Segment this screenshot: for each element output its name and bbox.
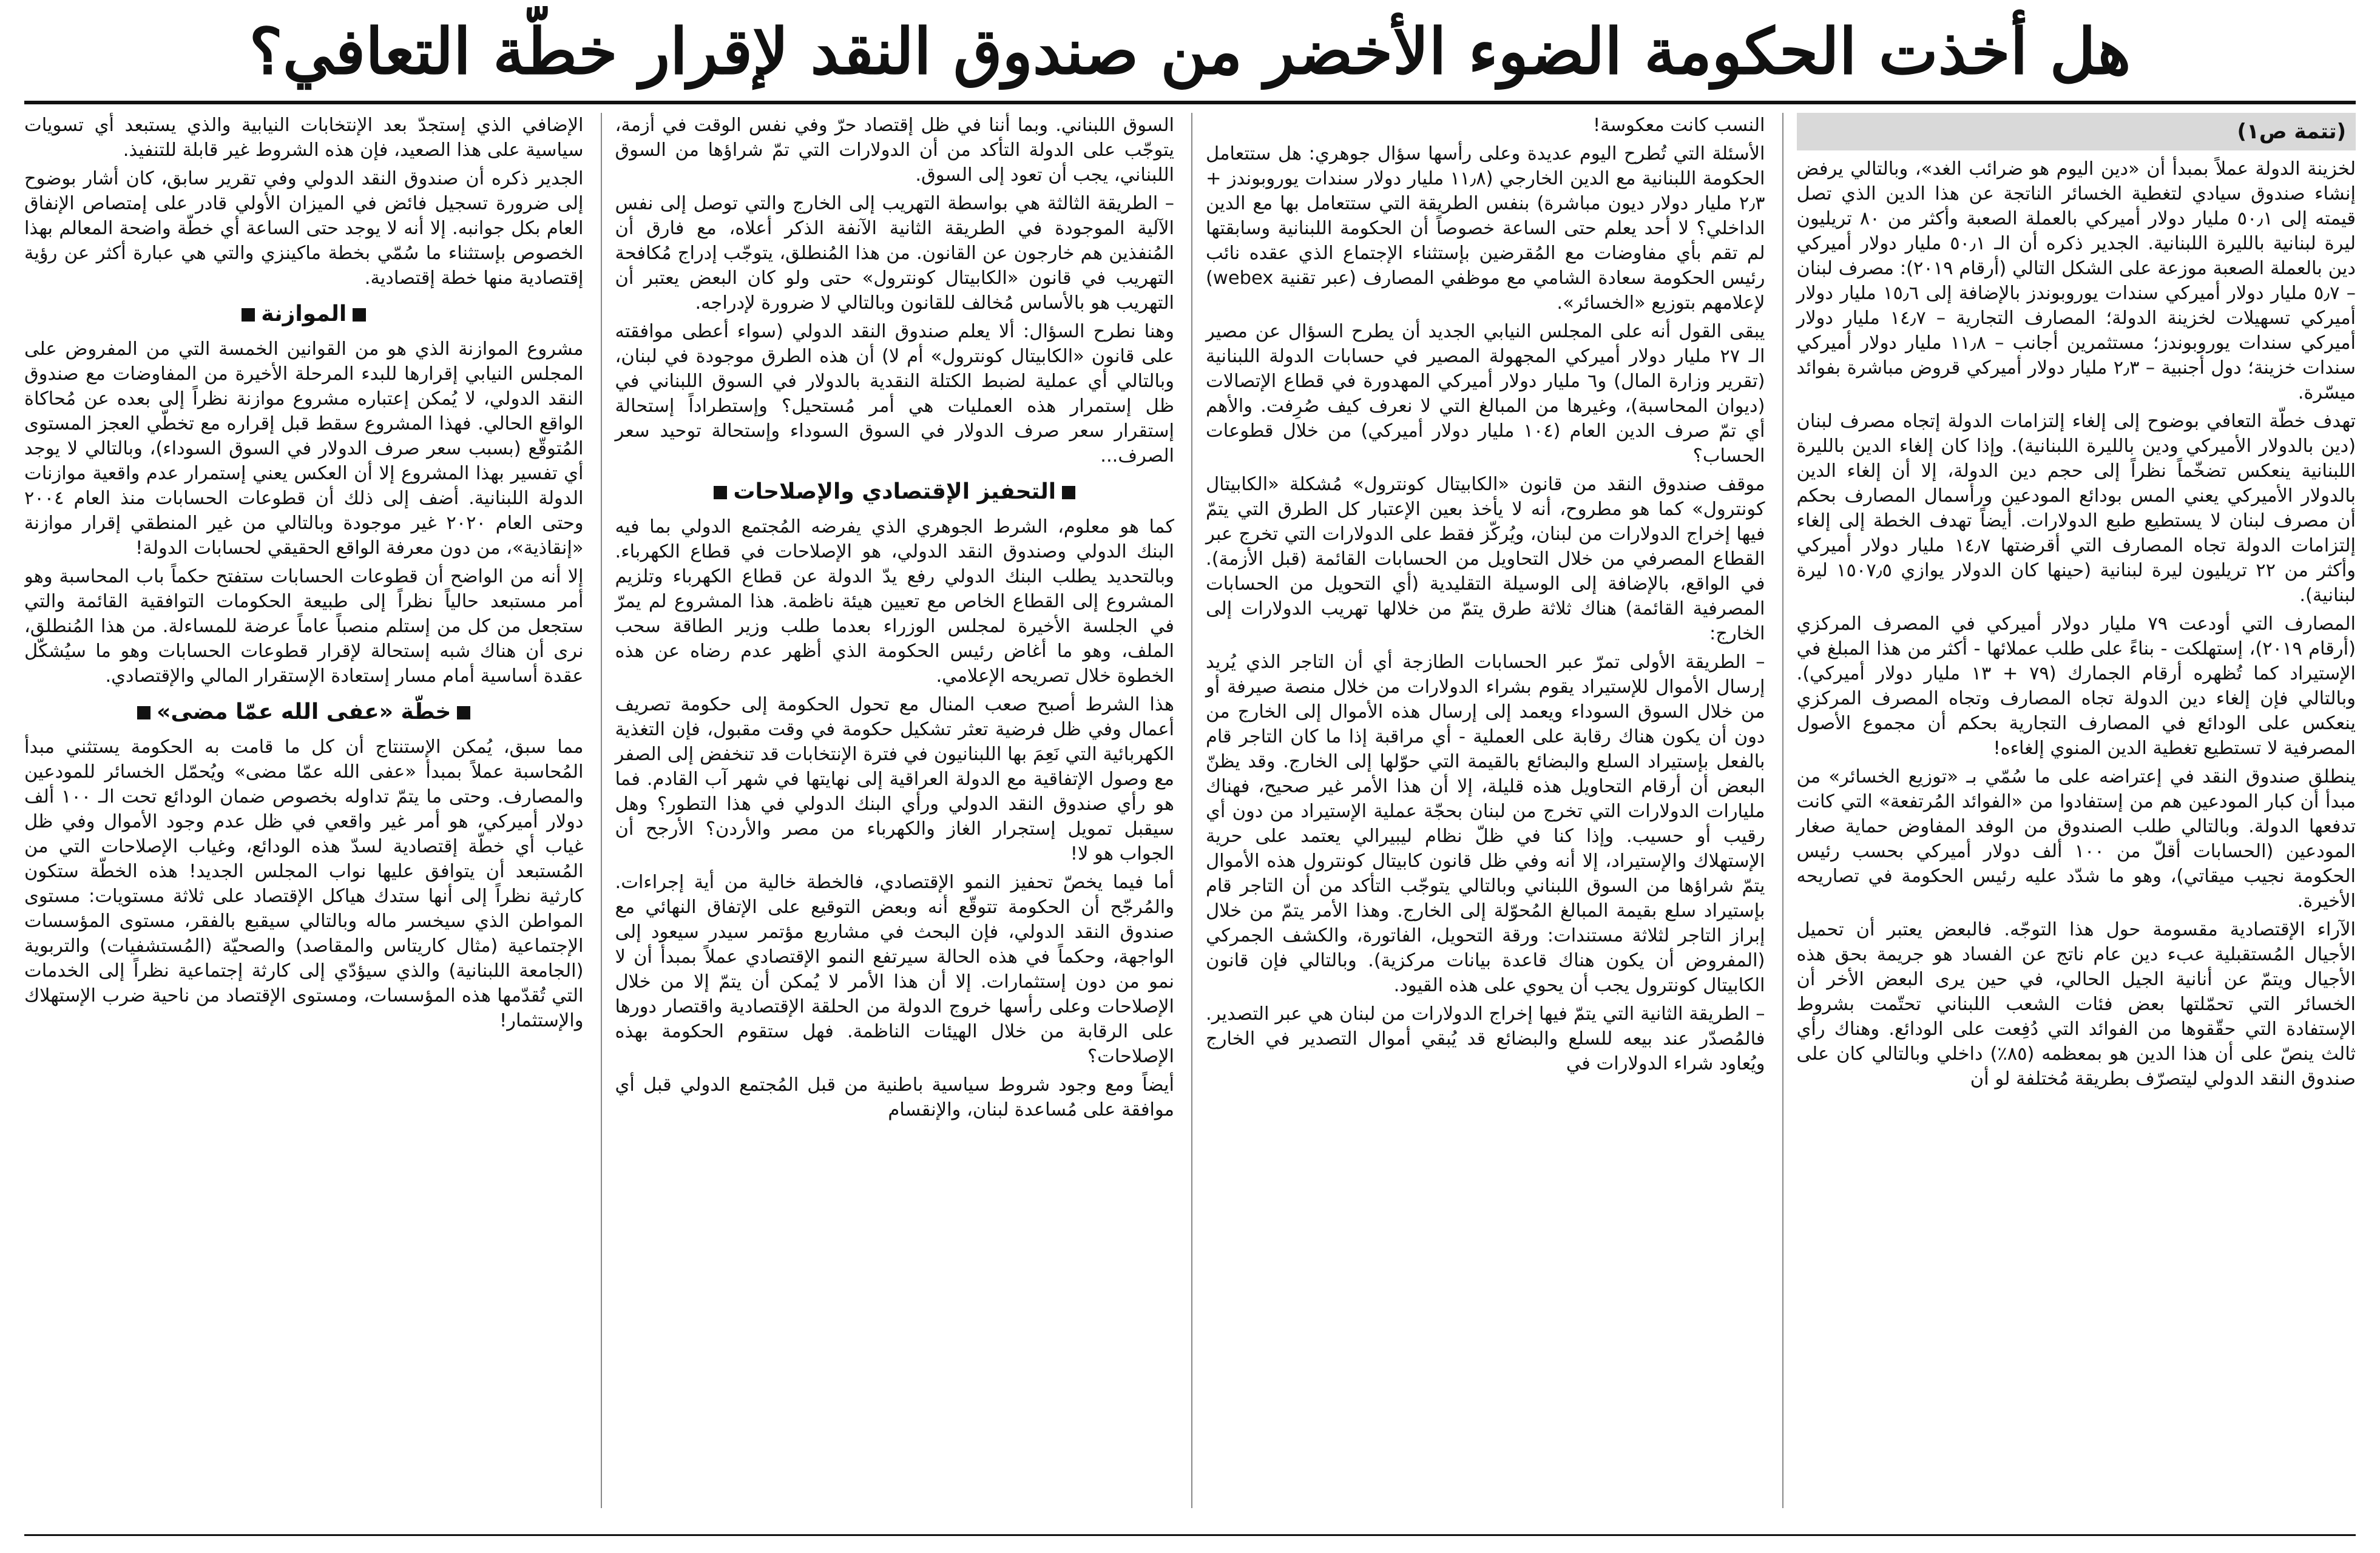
- article-column-1: [1782, 113, 2356, 1508]
- paragraph: الأسئلة التي تُطرح اليوم عديدة وعلى رأسها سؤال جوهري: هل ستتعامل الحكومة اللبنانية مع الدين الخارجي (١١٫٨ مليار دولار سندات يوروبوندز + ٢٫٣ مليار دولار ديون مباشرة) بنفس الطريقة التي ستتعامل بها مع الدين الداخلي؟ لا أحد يعلم حتى الساعة خصوصاً أن الحكومة اللبنانية وسابقتها لم تقم بأي مفاوضات مع المُقرضين بإستثناء الإجتماع الذي عقده نائب رئيس الحكومة سعادة الشامي مع موظفي المصارف (عبر تقنية webex) لإعلامهم بتوزيع «الخسائر».: [1206, 143, 1765, 314]
- paragraph: ينطلق صندوق النقد في إعتراضه على ما سُمّي بـ «توزيع الخسائر» من مبدأ أن كبار المودعين هم من إستفادوا من «الفوائد المُرتفعة» التي كانت تدفعها الدولة. وبالتالي طلب الصندوق من الوفد المفاوض حماية صغار المودعين (الحسابات أقلّ من ١٠٠ ألف دولار أميركي بحسب رئيس الحكومة نجيب ميقاتي)، وهو ما شدّد عليه رئيس الحكومة في تصاريحه الأخيرة.: [1796, 766, 2356, 912]
- bottom-rule: [24, 1534, 2356, 1536]
- square-bullet-icon: [457, 706, 470, 719]
- paragraph: – الطريقة الثالثة هي بواسطة التهريب إلى الخارج والتي توصل إلى نفس الآلية الموجودة في الطريقة الثانية الآنفة الذكر أعلاه، مع فارق أن المُنفذين هم خارجون عن القانون. من هذا المُنطلق، يتوجّب إدراج مُكافحة التهريب في قانون «الكابيتال كونترول» حتى ولو كان البعض يعتبر أن التهريب هو بالأساس مُخالف للقانون وبالتالي لا ضرورة لإدراجه.: [615, 193, 1174, 314]
- paragraph: وهنا نطرح السؤال: ألا يعلم صندوق النقد الدولي (سواء أعطى موافقته على قانون «الكابيتال كونترول» أم لا) أن هذه الطرق موجودة في لبنان، وبالتالي أي عملية لضبط الكتلة النقدية بالدولار في السوق اللبناني في ظل إستمرار هذه العمليات هي أمر مُستحيل؟ وإستطراداً إستحالة إستقرار سعر صرف الدولار في السوق السوداء وإستحالة توحيد سعر الصرف...: [615, 321, 1174, 467]
- paragraph: الآراء الإقتصادية مقسومة حول هذا التوجّه. فالبعض يعتبر أن تحميل الأجيال المُستقبلية عبء دين عام ناتج عن الفساد هو جريمة بحق هذه الأجيال ويتمّ عن أنانية الجيل الحالي، في حين يرى البعض الأخر أن الخسائر التي تحمّلتها بعض فئات الشعب اللبناني تحتّمت بشروط الإستفادة التي حقّقوها من الفوائد التي دُفِعت على الودائع. وهناك رأي ثالث ينصّ على أن هذا الدين هو بمعظمه (٨٥٪) داخلي وبالتالي كان على صندوق النقد الدولي ليتصرّف بطريقة مُختلفة لو أن: [1796, 919, 2356, 1090]
- subhead-text: خطّة «عفى الله عمّا مضى»: [157, 699, 451, 724]
- paragraph: أيضاً ومع وجود شروط سياسية باطنية من قبل المُجتمع الدولي قبل أي موافقة على مُساعدة لبنان، والإنقسام: [615, 1074, 1174, 1120]
- paragraph: لخزينة الدولة عملاً بمبدأ أن «دين اليوم هو ضرائب الغد»، وبالتالي يرفض إنشاء صندوق سيادي لتغطية الخسائر الناتجة عن هذا الدين الذي تصل قيمته إلى ٥٠٫١ مليار دولار أميركي بالعملة الصعبة وأكثر من ٨٠ تريليون ليرة لبنانية بالليرة اللبنانية. الجدير ذكره أن الـ ٥٠٫١ مليار دولار أميركي دين بالعملة الصعبة موزعة على الشكل التالي (أرقام ٢٠١٩): مصرف لبنان – ٥٫٧ مليار دولار أميركي سندات يوروبوندز بالإضافة إلى ١٥٫٦ مليار دولار أميركي تسهيلات لخزينة الدولة؛ المصارف التجارية – ١٤٫٧ مليار دولار أميركي سندات يوروبوندز؛ مستثمرين أجانب – ١١٫٨ مليار دولار أميركي سندات خزينة؛ دول أجنبية – ٢٫٣ مليار دولار أميركي قروض مباشرة بفوائد ميسّرة.: [1796, 158, 2356, 403]
- paragraph: تهدف خطّة التعافي بوضوح إلى إلغاء إلتزامات الدولة إتجاه مصرف لبنان (دين بالدولار الأميركي ودين بالليرة اللبنانية). وإذا كان إلغاء الدين بالليرة اللبنانية ينعكس تضخّماً نظراً إلى حجم دين الدولة، إلا أن إلغاء الدين بالدولار الأميركي يعني المس بودائع المودعين ورأسمال المصارف بحكم أن مصرف لبنان لا يستطيع طبع الدولارات. أيضاً تهدف الخطة إلى إلغاء إلتزامات الدولة تجاه المصارف التي أقرضتها ١٤٫٧ مليار دولار أميركي وأكثر من ٢٢ تريليون ليرة لبنانية (حينها كان الدولار يوازي ١٥٠٧٫٥ ليرة لبنانية).: [1796, 411, 2356, 606]
- paragraph: يبقى القول أنه على المجلس النيابي الجديد أن يطرح السؤال عن مصير الـ ٢٧ مليار دولار أميركي المجهولة المصير في حسابات الدولة اللبنانية (تقرير وزارة المال) و٦ مليار دولار أميركي المهدورة في قطاع الإتصالات (ديوان المحاسبة)، وغيرها من المبالغ التي لا نعرف كيف صُرِفت. والأهم أي تمّ صرف الدين العام (١٠٤ مليار دولار أميركي) من خلال قطوعات الحساب؟: [1206, 321, 1765, 467]
- paragraph: النسب كانت معكوسة!: [1592, 115, 1765, 136]
- section-subhead: [24, 696, 584, 729]
- continuation-label: (تتمة ص١): [1797, 113, 2356, 150]
- paragraph: الجدير ذكره أن صندوق النقد الدولي وفي تقرير سابق، كان أشار بوضوح إلى ضرورة تسجيل فائض في الميزان الأولي قادر على إمتصاص الإنفاق العام بكل جوانبه. إلا أنه لا يوجد حتى الساعة أي خطّة واضحة المعالم بهذا الخصوص بإستثناء ما سُمّي بخطة ماكينزي والتي هي عبارة أكثر عن رؤية إقتصادية منها خطة إقتصادية.: [24, 168, 584, 289]
- paragraph: هذا الشرط أصبح صعب المنال مع تحول الحكومة إلى حكومة تصريف أعمال وفي ظل فرضية تعثر تشكيل حكومة في وقت مقبول، فإن التغذية الكهربائية التي نَعِمَ بها اللبنانيون في فترة الإنتخابات قد تنخفض إلى الصفر مع وصول الإتفاقية مع الدولة العراقية إلى نهايتها في شهر آب القادم. فما هو رأي صندوق النقد الدولي ورأي البنك الدولي في هذا التطور؟ وهل سيقبل تمويل إستجرار الغاز والكهرباء من مصر والأردن؟ الأرجح أن الجواب هو لا!: [615, 694, 1174, 864]
- article-column-3: [601, 113, 1175, 1508]
- paragraph: السوق اللبناني. وبما أننا في ظل إقتصاد حرّ وفي نفس الوقت في أزمة، يتوجّب على الدولة التأكد من أن الدولارات التي تمّ شراؤها من السوق اللبناني، يجب أن تعود إلى السوق.: [615, 115, 1174, 186]
- subhead-text: الموازنة: [261, 302, 347, 326]
- headline-rule: [24, 101, 2356, 104]
- page-headline: هل أخذت الحكومة الضوء الأخضر من صندوق النقد لإقرار خطّة التعافي؟: [249, 14, 2131, 89]
- article-column-4: [24, 113, 584, 1508]
- paragraph: المصارف التي أودعت ٧٩ مليار دولار أميركي في المصرف المركزي (أرقام ٢٠١٩)، إستهلكت - بناءً على طلب عملائها - أكثر من هذا المبلغ في الإستيراد كما تُظهره أرقام الجمارك (٧٩ + ١٣ مليار دولار أميركي). وبالتالي فإن إلغاء دين الدولة تجاه المصارف وتجاه المصرف المركزي ينعكس على الودائع في المصارف التجارية بحكم أن مجموع الأصول المصرفية لا تستطيع تغطية الدين المنوي إلغاءه!: [1796, 613, 2356, 759]
- paragraph: مشروع الموازنة الذي هو من القوانين الخمسة التي من المفروض على المجلس النيابي إقرارها للبدء المرحلة الأخيرة من المفاوضات مع صندوق النقد الدولي، لا يُمكن إعتباره مشروع موازنة نظراً إلى بعده عن مُحاكاة الواقع الحالي. فهذا المشروع سقط قبل إقراره مع تخطّي العجز المستوى المُتوقّع (بسبب سعر صرف الدولار في السوق السوداء)، وبالتالي لا يوجد أي تفسير بهذا المشروع إلا أن العكس يعني إستمرار عدم واقعية موازنات الدولة اللبنانية. أضف إلى ذلك أن قطوعات الحسابات منذ العام ٢٠٠٤ وحتى العام ٢٠٢٠ غير موجودة وبالتالي من غير المنطقي إقرار موازنة «إنقاذية»، من دون معرفة الواقع الحقيقي لحسابات الدولة!: [24, 339, 584, 559]
- square-bullet-icon: [714, 486, 727, 499]
- paragraph: – الطريقة الأولى تمرّ عبر الحسابات الطازجة أي أن التاجر الذي يُريد إرسال الأموال للإستيراد يقوم بشراء الدولارات من خلال منصة صيرفة أو من خلال السوق السوداء ويعمد إلى إرسال هذه الأموال إلى الخارج من دون أن يكون هناك رقابة على العملية - أي مراقبة إذا ما كان التاجر قام بالفعل بإستيراد السلع والبضائع بالقيمة التي حوّلها إلى الخارج. وقد يظنّ البعض أن أرقام التحاويل هذه قليلة، إلا أن هذا الأمر غير صحيح، فهناك مليارات الدولارات التي تخرج من لبنان بحجّة عملية الإستيراد من دون أي رقيب أو حسيب. وإذا كنا في ظلّ نظام ليبيرالي يعتمد على حرية الإستهلاك والإستيراد، إلا أنه وفي ظل قانون كابيتال كونترول هذه الأموال يتمّ شراؤها من السوق اللبناني وبالتالي يتوجّب التأكد من أن التاجر قام بإستيراد سلع بقيمة المبالغ المُحوّلة إلى الخارج. وهذا الأمر يتمّ من خلال إبراز التاجر لثلاثة مستندات: ورقة التحويل، الفاتورة، والكشف الجمركي (المفروض أن يكون هناك قاعدة بيانات مركزية). وبالتالي فإن قانون الكابيتال كونترول يجب أن يحوي على هذه القيود.: [1206, 652, 1765, 996]
- paragraph: مما سبق، يُمكن الإستنتاج أن كل ما قامت به الحكومة يستثني مبدأ المُحاسبة عملاً بمبدأ «عفى الله عمّا مضى» ويُحمّل الخسائر للمودعين والمصارف. وحتى ما يتمّ تداوله بخصوص ضمان الودائع تحت الـ ١٠٠ ألف دولار أميركي، هو أمر غير واقعي في ظل عدم وجود الأموال وفي ظل غياب أي خطّة إقتصادية لسدّ هذه الودائع، وغياب الإصلاحات التي من المُستبعد أن يتوافق عليها نواب المجلس الجديد! هذه الخطّة ستكون كارثية نظراً إلى أنها ستدك هياكل الإقتصاد على ثلاثة مستويات: مستوى المواطن الذي سيخسر ماله وبالتالي سيقبع بالفقر، مستوى المؤسسات الإجتماعية (مثال كاريتاس والمقاصد) والصحيّة (المُستشفيات) والتربوية (الجامعة اللبنانية) والذي سيؤدّي إلى كارثة إجتماعية نظراً إلى الخدمات التي تُقدّمها هذه المؤسسات، ومستوى الإقتصاد من ناحية ضرب الإستهلاك والإستثمار!: [24, 736, 584, 1031]
- paragraph: كما هو معلوم، الشرط الجوهري الذي يفرضه المُجتمع الدولي بما فيه البنك الدولي وصندوق النقد الدولي، هو الإصلاحات في قطاع الكهرباء. وبالتحديد يطلب البنك الدولي رفع يدّ الدولة عن قطاع الكهرباء وتلزيم المشروع إلى القطاع الخاص مع تعيين هيئة ناظمة. هذا المشروع لم يمرّ في الجلسة الأخيرة لمجلس الوزراء بعدما طلب وزير الطاقة سحب الملف، وهو ما أغاض رئيس الحكومة الذي أظهر عدم رضاه عن هذه الخطوة خلال تصريحه الإعلامي.: [615, 516, 1174, 687]
- article-columns: [24, 113, 2356, 1508]
- square-bullet-icon: [137, 706, 150, 719]
- paragraph: الإضافي الذي إستجدّ بعد الإنتخابات النيابية والذي يستبعد أي تسويات سياسية على هذا الصعيد، فإن هذه الشروط غير قابلة للتنفيذ.: [24, 115, 584, 161]
- square-bullet-icon: [1062, 486, 1075, 499]
- subhead-text: التحفيز الإقتصادي والإصلاحات: [733, 479, 1056, 504]
- article-column-2: [1191, 113, 1765, 1508]
- paragraph: موقف صندوق النقد من قانون «الكابيتال كونترول» مُشكلة «الكابيتال كونترول» كما هو مطروح، أنه لا يأخذ بعين الإعتبار كل الطرق التي يتمّ فيها إخراج الدولارات من لبنان، ويُركّز فقط على الدولارات التي تخرج عبر القطاع المصرفي من خلال التحاويل من الحسابات القائمة (قبل الأزمة). في الواقع، بالإضافة إلى الوسيلة التقليدية (أي التحويل من الحسابات المصرفية القائمة) هناك ثلاثة طرق يتمّ من خلالها تهريب الدولارات إلى الخارج:: [1206, 474, 1765, 644]
- section-subhead: [24, 298, 584, 331]
- section-subhead: [615, 476, 1175, 508]
- square-bullet-icon: [242, 308, 255, 322]
- square-bullet-icon: [353, 308, 366, 322]
- paragraph: – الطريقة الثانية التي يتمّ فيها إخراج الدولارات من لبنان هي عبر التصدير. فالمُصدّر عند بيعه للسلع والبضائع قد يُبقي أموال التصدير في الخارج ويُعاود شراء الدولارات في: [1206, 1003, 1765, 1074]
- paragraph: إلا أنه من الواضح أن قطوعات الحسابات ستفتح حكماً باب المحاسبة وهو أمر مستبعد حالياً نظراً إلى طبيعة الحكومات التوافقية القائمة والتي ستجعل من كل من إستلم منصباً عاماً عرضة للمساءلة. من هذا المُنطلق، نرى أن هناك شبه إستحالة لإقرار قطوعات الحسابات وهو ما سيُشكّل عقدة أساسية أمام مسار إستعادة الإستقرار المالي والإقتصادي.: [24, 566, 584, 687]
- paragraph: أما فيما يخصّ تحفيز النمو الإقتصادي، فالخطة خالية من أية إجراءات. والمُرجّح أن الحكومة تتوقّع أنه وبعض التوقيع على الإتفاق النهائي مع صندوق النقد الدولي، فإن البحث في مشاريع مؤتمر سيدر سيعود إلى الواجهة، وحكماً في هذه الحالة سيرتفع النمو الإقتصادي عملاً بمبدأ أن لا نمو من دون إستثمارات. إلا أن هذا الأمر لا يُمكن أن يتمّ إلا من خلال الإصلاحات وعلى رأسها خروج الدولة من الحلقة الإقتصادية واقتصار دورها على الرقابة من خلال الهيئات الناظمة. فهل ستقوم الحكومة بهذه الإصلاحات؟: [615, 872, 1174, 1067]
